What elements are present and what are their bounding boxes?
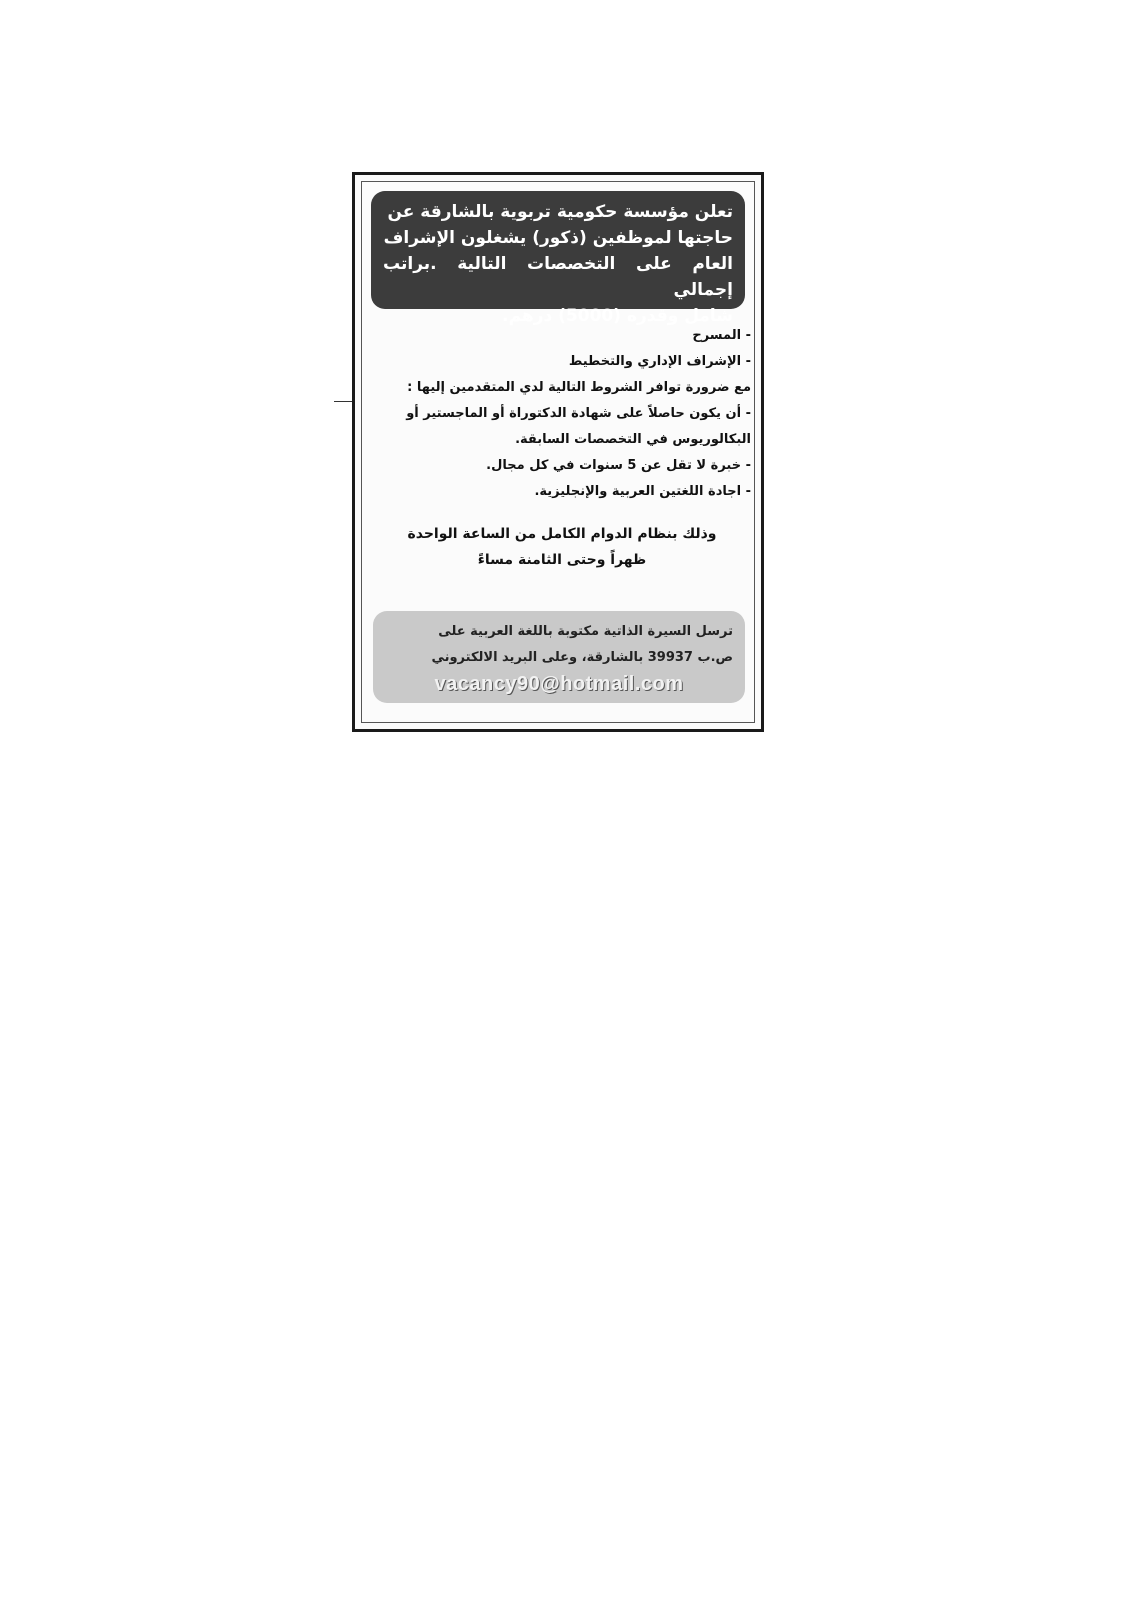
- contact-box: [373, 611, 745, 703]
- condition-item: البكالوريوس في التخصصات السابقة.: [515, 432, 751, 447]
- announcement-header: [371, 191, 745, 326]
- condition-item: - خبرة لا تقل عن 5 سنوات في كل مجال.: [486, 458, 751, 473]
- newspaper-clipping: [352, 172, 764, 732]
- specialty-item: - المسرح: [692, 328, 751, 343]
- working-hours: ظهراً وحتى الثامنة مساءً: [477, 552, 647, 568]
- contact-email: vacancy90@hotmail.com: [434, 673, 684, 695]
- contact-line: ص.ب 39937 بالشارقة، وعلى البريد الالكتروني: [431, 650, 733, 665]
- condition-item: - اجادة اللغتين العربية والإنجليزية.: [534, 484, 751, 499]
- contact-line: ترسل السيرة الذاتية مكتوبة باللغة العربية على: [438, 624, 733, 639]
- specialty-item: - الإشراف الإداري والتخطيط: [568, 354, 751, 369]
- condition-item: - أن يكون حاصلاً على شهادة الدكتوراة أو الماجستير أو: [406, 406, 751, 421]
- header-line: تعلن مؤسسة حكومية تربوية بالشارقة عن: [387, 202, 733, 222]
- conditions-intro: مع ضرورة توافر الشروط التالية لدي المتقدمين إليها :: [407, 380, 751, 395]
- working-hours: وذلك بنظام الدوام الكامل من الساعة الواحدة: [407, 526, 717, 542]
- header-line: العام على التخصصات التالية .براتب إجمالي: [383, 254, 733, 300]
- ad-body: [373, 323, 751, 573]
- header-line: شامل وقدره (5000) درهم.: [502, 306, 733, 326]
- header-line: حاجتها لموظفين (ذكور) يشغلون الإشراف: [383, 228, 733, 248]
